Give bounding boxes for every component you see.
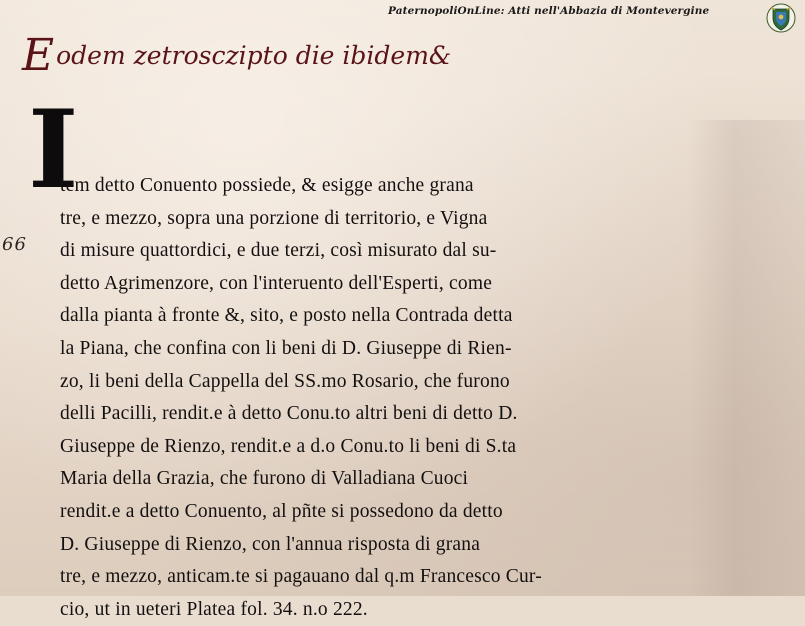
text-line: cio, ut in ueteri Platea fol. 34. n.o 222. (60, 598, 368, 620)
text-line: D. Giuseppe di Rienzo, con l'annua risposta di grana (60, 533, 481, 555)
text-line: dalla pianta à fronte &, sito, e posto nella Contrada detta (60, 305, 513, 327)
drop-cap: I (28, 87, 79, 213)
text-line: rendit.e a detto Conuento, al pñte si possedono da detto (60, 500, 503, 522)
coat-of-arms-icon (765, 3, 797, 33)
text-line: la Piana, che confina con li beni di D. Giuseppe di Rien- (60, 337, 512, 359)
document-heading (22, 30, 451, 81)
heading-text: odem zetrosczipto die ibidem& (56, 41, 452, 70)
margin-number: 66 (2, 234, 27, 255)
text-line: Giuseppe de Rienzo, rendit.e a d.o Conu.to li beni di S.ta (60, 435, 517, 457)
text-line: Maria della Grazia, che furono di Valladiana Cuoci (60, 468, 469, 490)
text-line: delli Pacilli, rendit.e à detto Conu.to altri beni di detto D. (60, 403, 518, 425)
text-line: zo, li beni della Cappella del SS.mo Rosario, che furono (60, 370, 510, 392)
text-line: tre, e mezzo, anticam.te si pagauano dal q.m Francesco Cur- (60, 566, 542, 588)
text-line: di misure quattordici, e due terzi, così misurato dal su- (60, 240, 497, 262)
text-line: tem detto Conuento possiede, & esigge anche grana (60, 175, 474, 196)
manuscript-body (60, 170, 700, 626)
text-line: tre, e mezzo, sopra una porzione di territorio, e Vigna (60, 207, 488, 229)
text-line: detto Agrimenzore, con l'interuento dell'Esperti, come (60, 272, 493, 294)
page-edge-shadow (688, 120, 805, 596)
heading-initial: E (22, 30, 55, 81)
site-watermark: PaternopoliOnLine: Atti nell'Abbazia di Montevergine (388, 5, 710, 17)
